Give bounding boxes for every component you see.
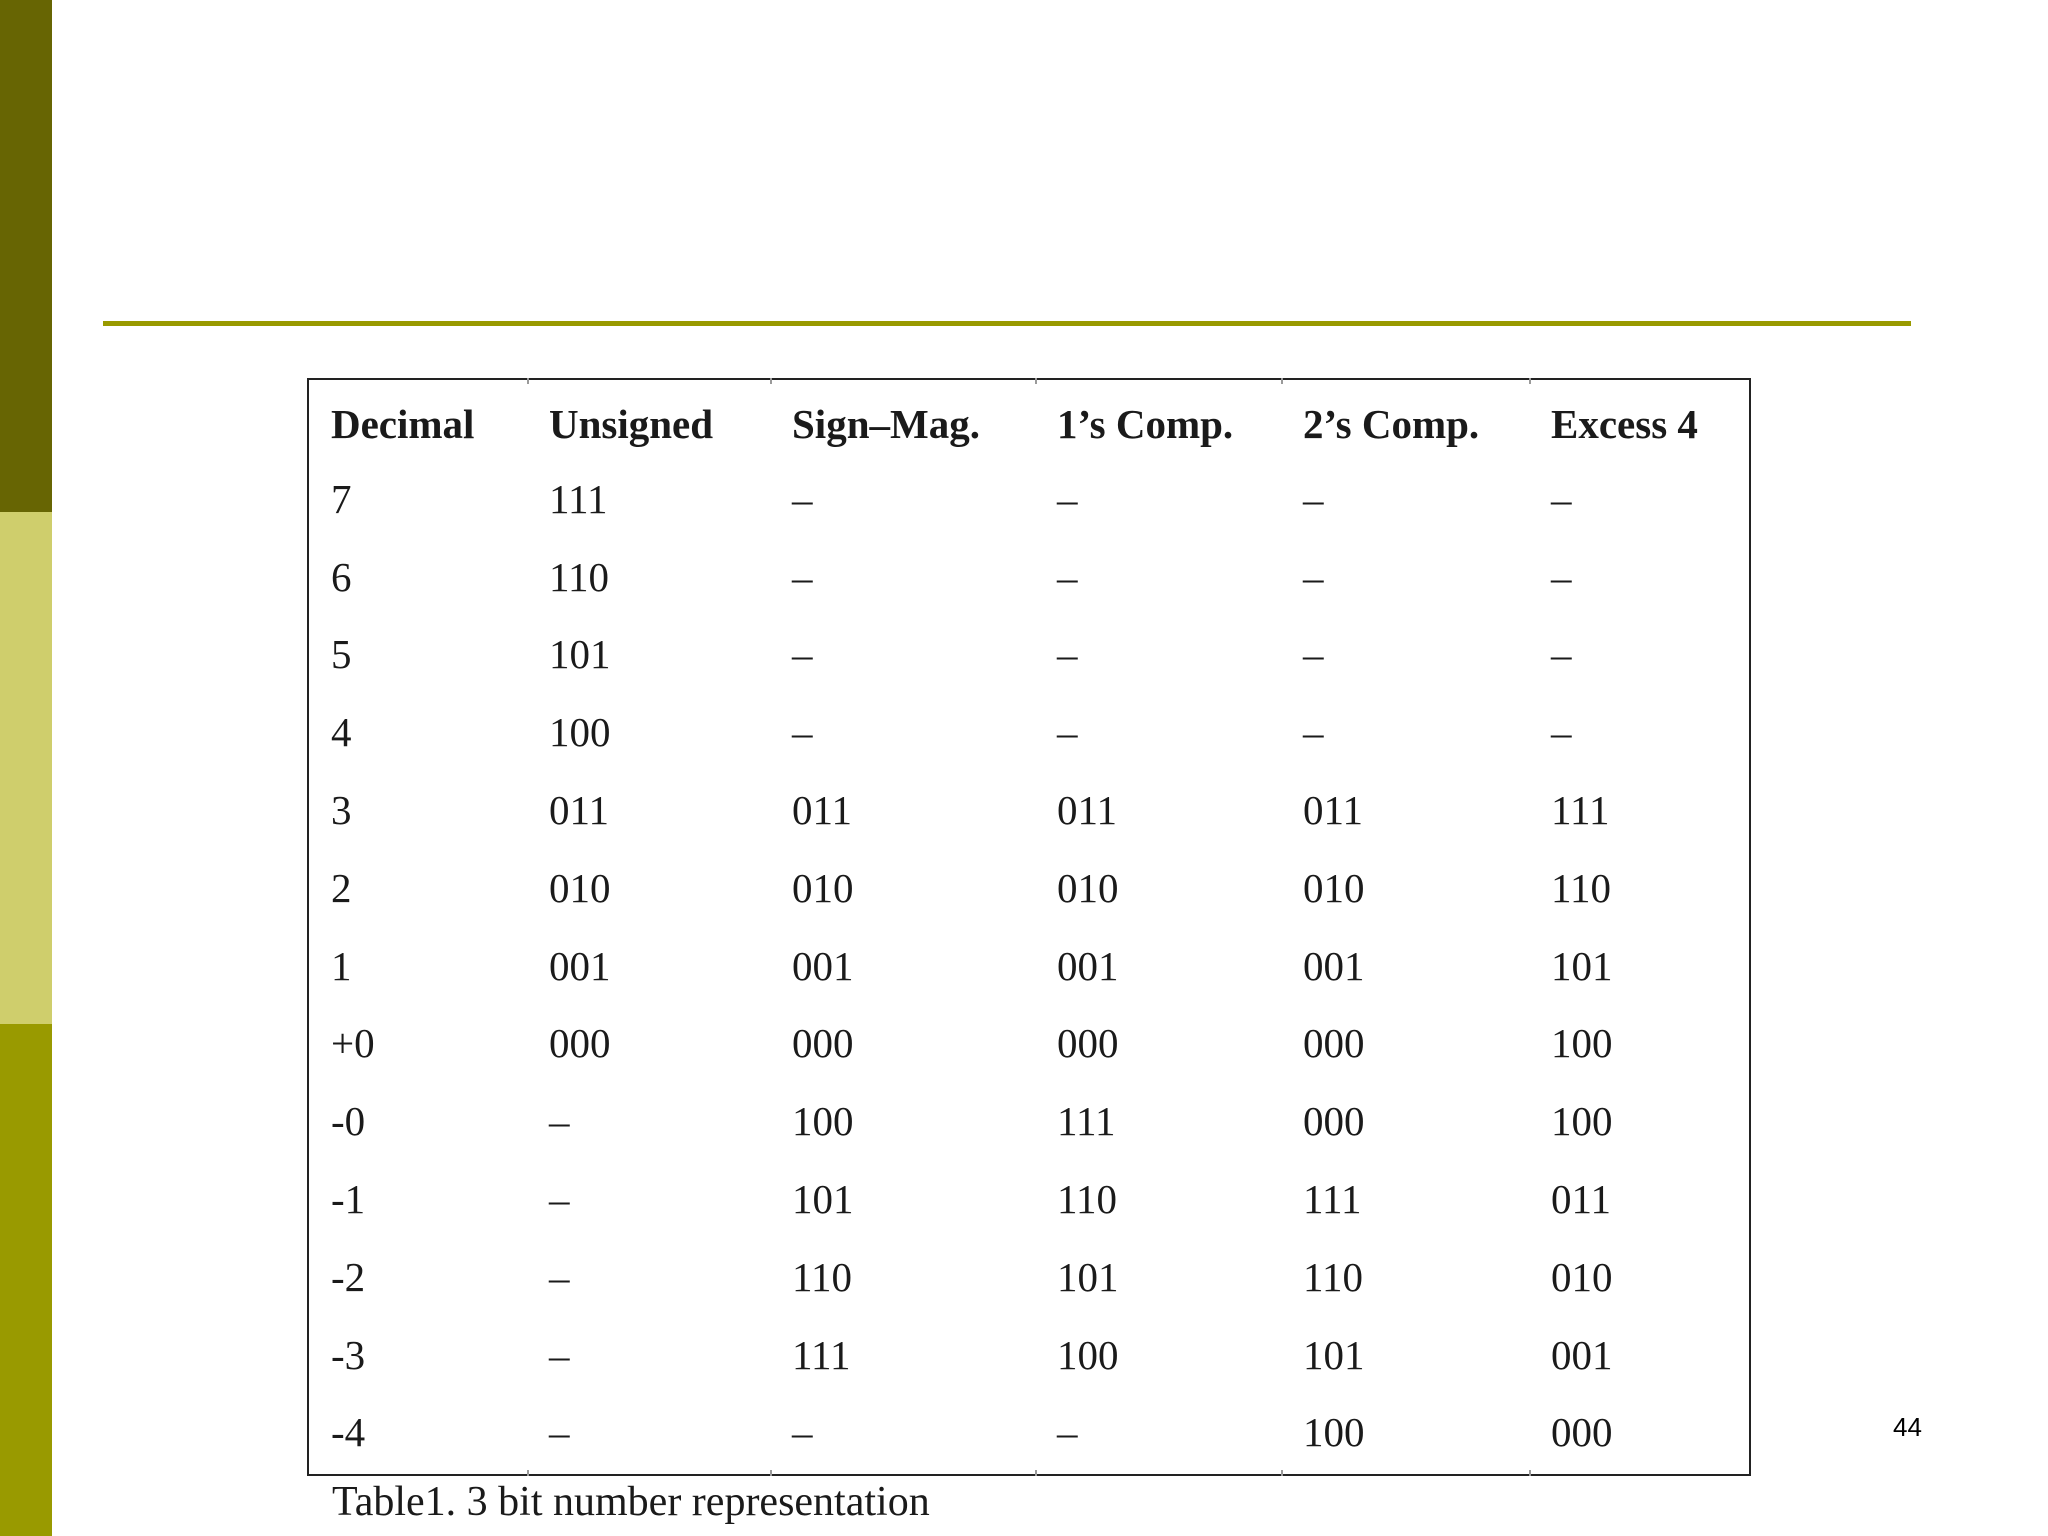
cell-ones-complement: – [1057, 709, 1078, 756]
cell-decimal: 4 [331, 709, 352, 756]
cell-ones-complement: 010 [1057, 864, 1119, 911]
cell-unsigned: – [549, 1176, 570, 1223]
cell-decimal: -0 [331, 1098, 366, 1145]
cell-sign-magnitude: – [792, 475, 813, 522]
cell-unsigned: – [549, 1331, 570, 1378]
cell-unsigned: – [549, 1098, 570, 1145]
cell-unsigned: 100 [549, 709, 611, 756]
cell-unsigned: 111 [549, 475, 608, 522]
column-tick [1529, 378, 1531, 384]
cell-unsigned: 010 [549, 864, 611, 911]
cell-unsigned: 110 [549, 553, 609, 600]
table-header-row [307, 388, 1747, 460]
page-number: 44 [1893, 1412, 1922, 1442]
cell-sign-magnitude: – [792, 1409, 813, 1456]
column-tick [1281, 378, 1283, 384]
cell-excess-4: – [1551, 553, 1572, 600]
cell-excess-4: 110 [1551, 864, 1611, 911]
column-header-sign-magnitude: Sign–Mag. [792, 401, 980, 447]
cell-sign-magnitude: 000 [792, 1020, 854, 1067]
cell-unsigned: – [549, 1253, 570, 1300]
table-row [307, 693, 1747, 771]
cell-sign-magnitude: 011 [792, 787, 852, 834]
cell-twos-complement: – [1303, 553, 1324, 600]
cell-excess-4: 011 [1551, 1176, 1611, 1223]
cell-ones-complement: 110 [1057, 1176, 1117, 1223]
column-tick [770, 378, 772, 384]
table-row [307, 538, 1747, 616]
cell-ones-complement: – [1057, 631, 1078, 678]
cell-sign-magnitude: – [792, 553, 813, 600]
table-row [307, 1238, 1747, 1316]
cell-twos-complement: 001 [1303, 942, 1365, 989]
cell-unsigned: – [549, 1409, 570, 1456]
column-tick [527, 378, 529, 384]
cell-excess-4: – [1551, 475, 1572, 522]
cell-unsigned: 000 [549, 1020, 611, 1067]
cell-sign-magnitude: 110 [792, 1253, 852, 1300]
cell-ones-complement: – [1057, 1409, 1078, 1456]
cell-decimal: 3 [331, 787, 352, 834]
table-row [307, 1160, 1747, 1238]
cell-ones-complement: 000 [1057, 1020, 1119, 1067]
cell-ones-complement: – [1057, 553, 1078, 600]
sidebar-accent-top [0, 0, 52, 512]
cell-decimal: -1 [331, 1176, 366, 1223]
cell-excess-4: – [1551, 709, 1572, 756]
sidebar-accent-middle [0, 512, 52, 1024]
column-header-ones-complement: 1’s Comp. [1057, 401, 1234, 447]
cell-decimal: 2 [331, 864, 352, 911]
cell-decimal: -2 [331, 1253, 366, 1300]
table-row [307, 460, 1747, 538]
column-header-twos-complement: 2’s Comp. [1303, 401, 1480, 447]
cell-decimal: 1 [331, 942, 352, 989]
cell-decimal: +0 [331, 1020, 375, 1067]
cell-twos-complement: 111 [1303, 1176, 1362, 1223]
cell-sign-magnitude: 101 [792, 1176, 854, 1223]
cell-twos-complement: 110 [1303, 1253, 1363, 1300]
cell-twos-complement: 000 [1303, 1020, 1365, 1067]
cell-unsigned: 101 [549, 631, 611, 678]
cell-unsigned: 001 [549, 942, 611, 989]
cell-excess-4: 111 [1551, 787, 1610, 834]
cell-sign-magnitude: – [792, 709, 813, 756]
title-divider [103, 321, 1911, 326]
cell-ones-complement: 100 [1057, 1331, 1119, 1378]
cell-excess-4: 100 [1551, 1020, 1613, 1067]
cell-decimal: -4 [331, 1409, 366, 1456]
cell-ones-complement: 011 [1057, 787, 1117, 834]
cell-twos-complement: 000 [1303, 1098, 1365, 1145]
cell-sign-magnitude: 111 [792, 1331, 851, 1378]
column-header-unsigned: Unsigned [549, 401, 714, 447]
table-body [307, 460, 1747, 1471]
cell-twos-complement: 010 [1303, 864, 1365, 911]
table-row [307, 616, 1747, 694]
table-caption: Table1. 3 bit number representation [332, 1479, 930, 1525]
table-row [307, 1005, 1747, 1083]
cell-ones-complement: 001 [1057, 942, 1119, 989]
column-tick [1035, 378, 1037, 384]
cell-excess-4: 101 [1551, 942, 1613, 989]
cell-decimal: 5 [331, 631, 352, 678]
cell-twos-complement: – [1303, 709, 1324, 756]
sidebar-accent-bottom [0, 1024, 52, 1536]
cell-excess-4: 100 [1551, 1098, 1613, 1145]
cell-excess-4: 000 [1551, 1409, 1613, 1456]
cell-twos-complement: – [1303, 631, 1324, 678]
table-row [307, 1394, 1747, 1472]
cell-decimal: 6 [331, 553, 352, 600]
cell-twos-complement: – [1303, 475, 1324, 522]
column-header-decimal: Decimal [331, 401, 475, 447]
table-row [307, 1082, 1747, 1160]
cell-decimal: -3 [331, 1331, 366, 1378]
cell-excess-4: 001 [1551, 1331, 1613, 1378]
table-row [307, 1316, 1747, 1394]
cell-excess-4: – [1551, 631, 1572, 678]
column-header-excess-4: Excess 4 [1551, 401, 1698, 447]
number-representation-table [307, 388, 1747, 1471]
cell-twos-complement: 100 [1303, 1409, 1365, 1456]
cell-twos-complement: 011 [1303, 787, 1363, 834]
cell-sign-magnitude: – [792, 631, 813, 678]
cell-twos-complement: 101 [1303, 1331, 1365, 1378]
table-row [307, 927, 1747, 1005]
cell-unsigned: 011 [549, 787, 609, 834]
table-row [307, 849, 1747, 927]
table-row [307, 771, 1747, 849]
cell-sign-magnitude: 010 [792, 864, 854, 911]
cell-excess-4: 010 [1551, 1253, 1613, 1300]
cell-sign-magnitude: 100 [792, 1098, 854, 1145]
cell-ones-complement: 101 [1057, 1253, 1119, 1300]
cell-ones-complement: – [1057, 475, 1078, 522]
cell-decimal: 7 [331, 475, 352, 522]
cell-ones-complement: 111 [1057, 1098, 1116, 1145]
cell-sign-magnitude: 001 [792, 942, 854, 989]
